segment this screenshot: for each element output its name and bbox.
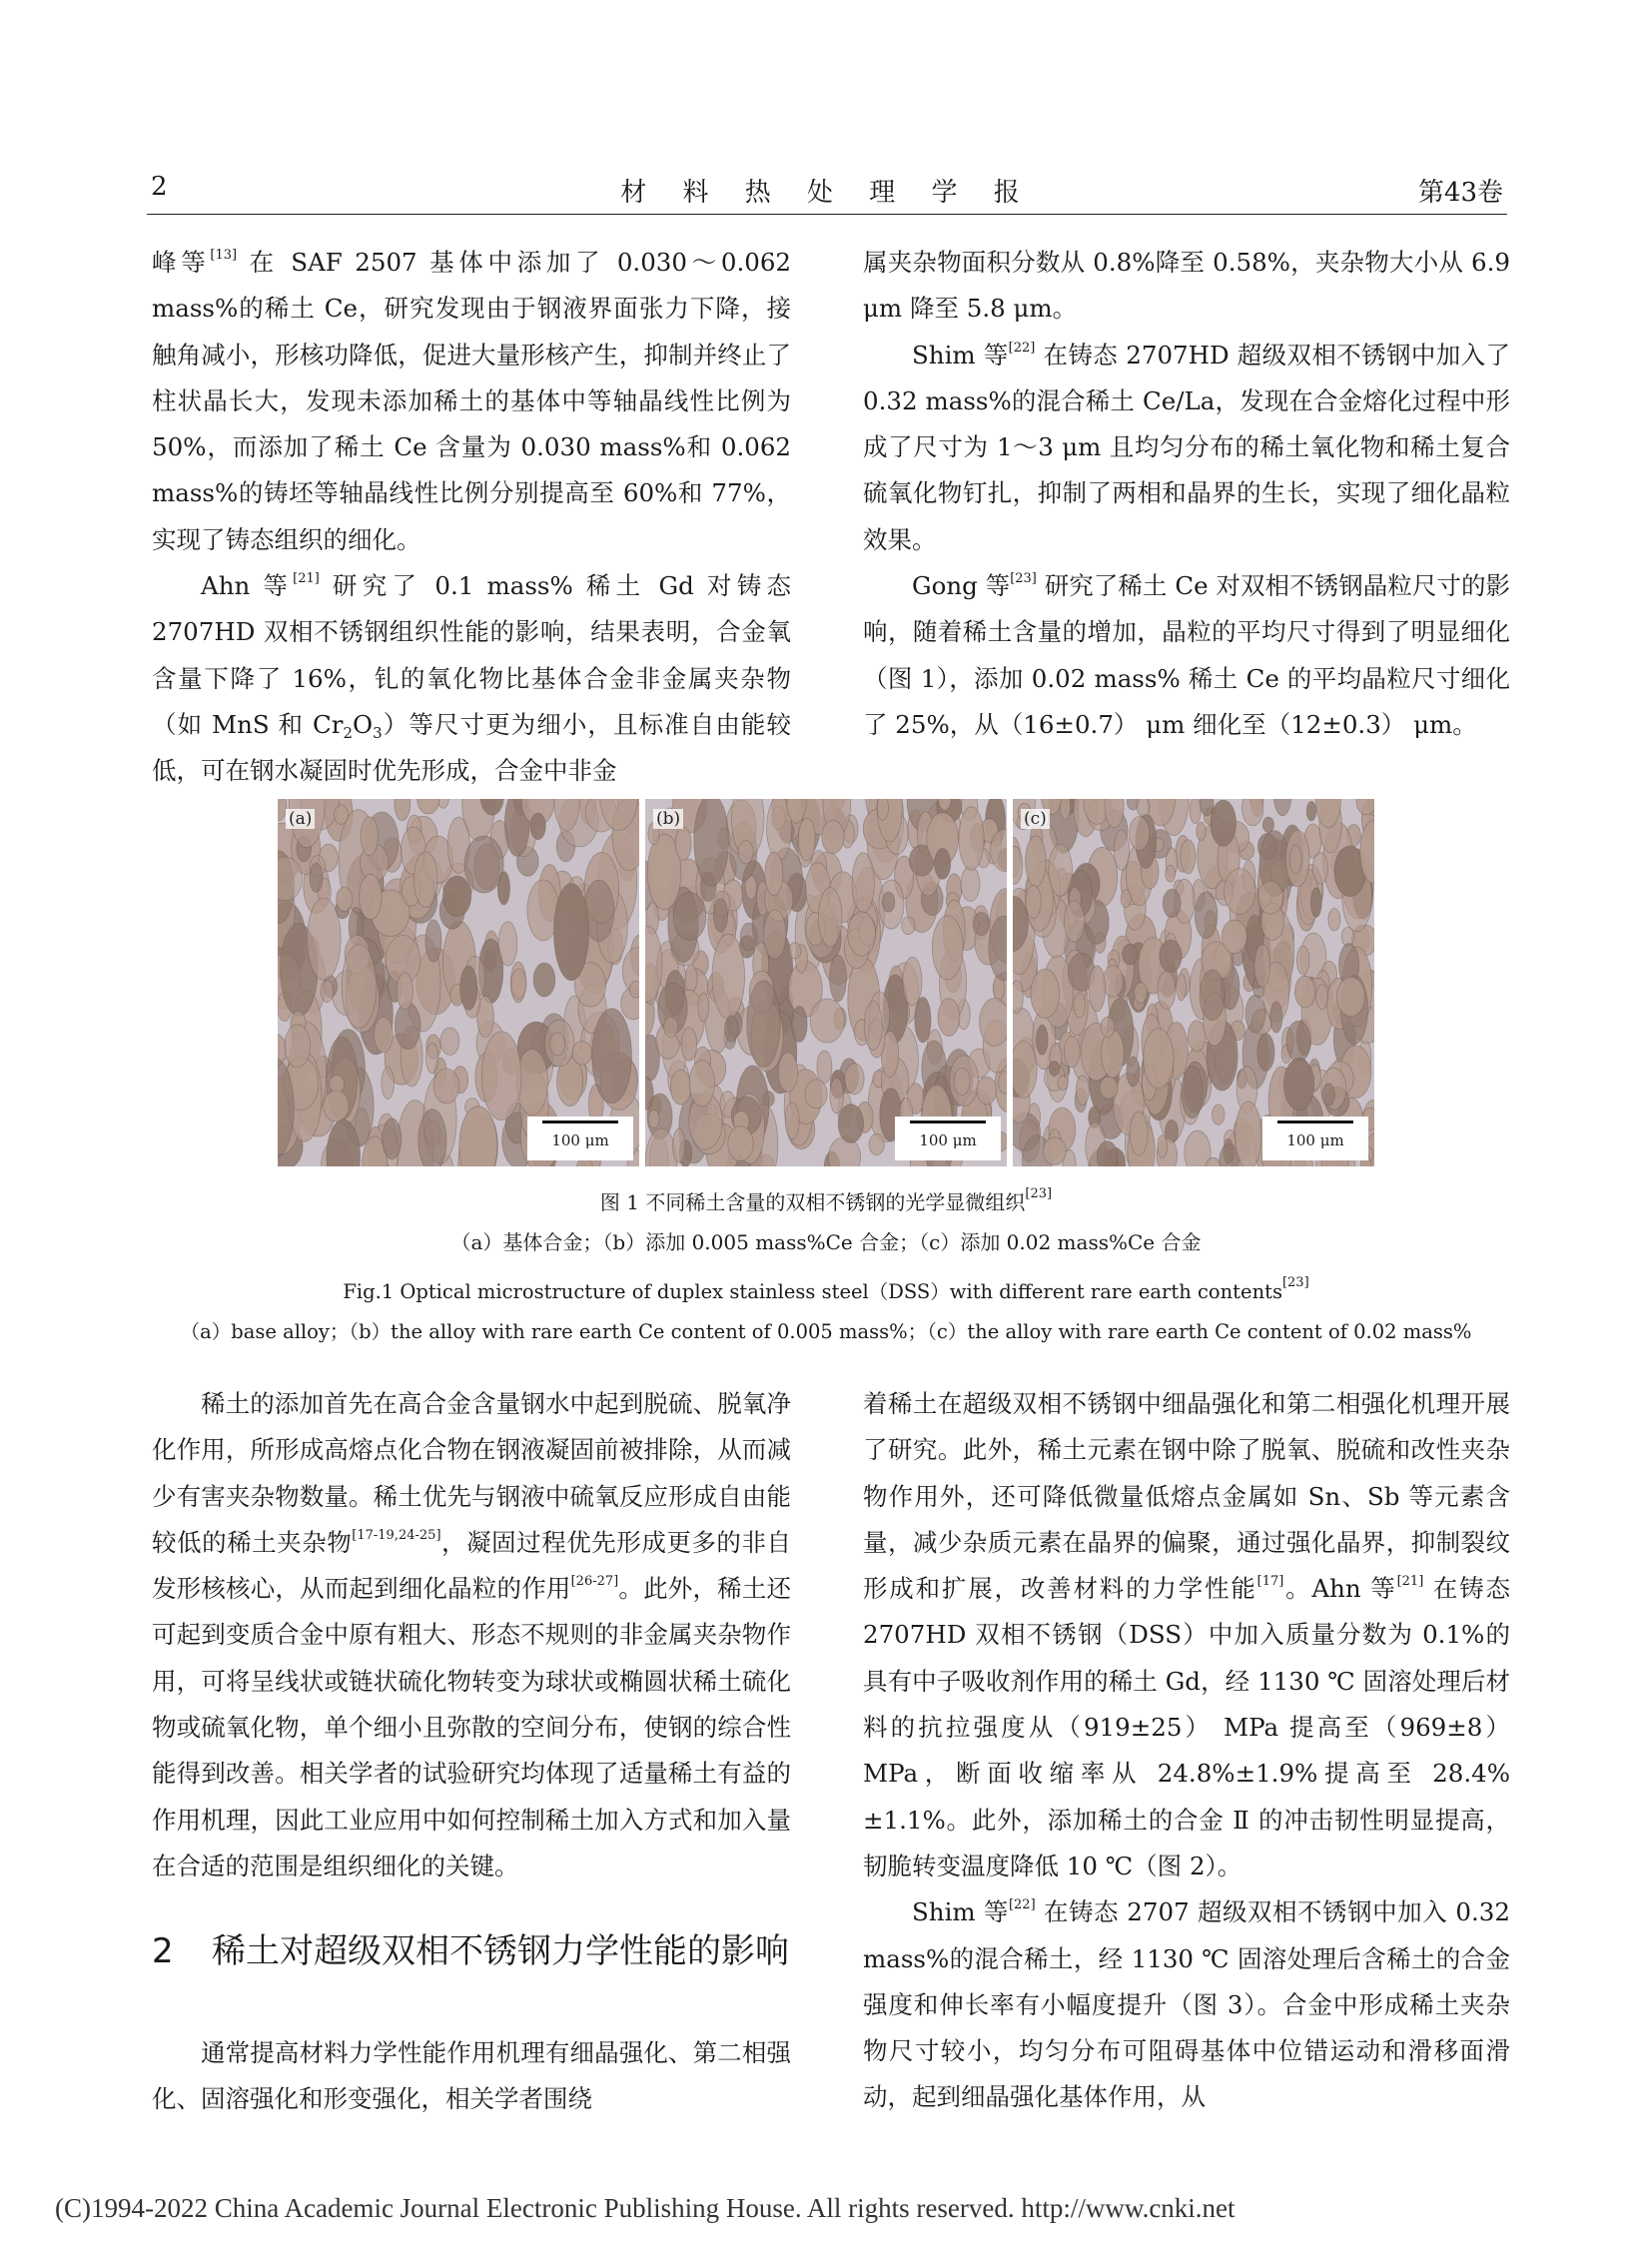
austenite-grain bbox=[413, 852, 437, 908]
panel-label: (a) bbox=[286, 809, 315, 829]
austenite-grain bbox=[738, 841, 753, 864]
figure-subcaption-cn: （a）基体合金；（b）添加 0.005 mass%Ce 合金；（c）添加 0.02 mass%Ce 合金 bbox=[450, 1230, 1202, 1254]
austenite-grain bbox=[1064, 901, 1084, 942]
austenite-grain bbox=[1289, 845, 1301, 873]
austenite-grain bbox=[648, 1110, 659, 1127]
austenite-grain bbox=[1127, 1057, 1140, 1087]
austenite-grain bbox=[838, 1105, 863, 1143]
austenite-grain bbox=[902, 917, 915, 935]
austenite-grain bbox=[681, 1028, 697, 1061]
austenite-grain bbox=[1211, 800, 1237, 846]
austenite-grain bbox=[1049, 844, 1073, 896]
austenite-grain bbox=[1177, 974, 1187, 1001]
austenite-grain bbox=[673, 893, 706, 941]
austenite-grain bbox=[361, 817, 378, 856]
panel-label: (b) bbox=[653, 809, 683, 829]
austenite-grain bbox=[1190, 799, 1201, 824]
austenite-grain bbox=[382, 1068, 395, 1100]
austenite-grain bbox=[1236, 1102, 1261, 1166]
micrograph-image bbox=[1013, 799, 1374, 1166]
austenite-grain bbox=[1222, 920, 1246, 954]
austenite-grain bbox=[337, 888, 353, 912]
austenite-grain bbox=[713, 899, 727, 933]
austenite-grain bbox=[397, 973, 413, 1010]
austenite-grain bbox=[1328, 909, 1340, 932]
austenite-grain bbox=[1065, 1036, 1081, 1068]
austenite-grain bbox=[285, 1025, 311, 1068]
austenite-grain bbox=[1013, 981, 1023, 1014]
paragraph: Gong 等[23] 研究了稀土 Ce 对双相不锈钢晶粒尺寸的影响，随着稀土含量的增加，晶粒的平均尺寸得到了明显细化（图 1），添加 0.02 mass% 稀土 Ce 的平均晶粒尺寸细化了 25%，从（16±0.7） μm 细化至（12±0.3） μm。 bbox=[863, 571, 1510, 739]
austenite-grain bbox=[342, 945, 377, 1029]
austenite-grain bbox=[959, 807, 984, 870]
austenite-grain bbox=[383, 1119, 402, 1159]
austenite-grain bbox=[1286, 1021, 1310, 1062]
citation[interactable]: [13] bbox=[210, 248, 238, 263]
panel-label: (c) bbox=[1021, 809, 1050, 829]
running-header bbox=[147, 170, 1507, 215]
austenite-grain bbox=[1130, 1112, 1148, 1155]
austenite-grain bbox=[1295, 976, 1315, 1008]
figure-subcaption-en: （a）base alloy；（b）the alloy with rare earth Ce content of 0.005 mass%；（c）the alloy with rare earth Ce content of 0.02 mass% bbox=[180, 1320, 1472, 1343]
austenite-grain bbox=[852, 853, 874, 913]
citation[interactable]: [23] bbox=[1025, 1186, 1053, 1201]
paragraph: Shim 等[22] 在铸态 2707HD 超级双相不锈钢中加入了 0.32 mass%的混合稀土 Ce/La，发现在合金熔化过程中形成了尺寸为 1～3 μm 且均匀分布的稀土氧化物和稀土复合硫氧化物钉扎，抑制了两相和晶界的生长，实现了细化晶粒效果。 bbox=[863, 340, 1510, 554]
austenite-grain bbox=[1306, 801, 1316, 821]
paragraph: 通常提高材料力学性能作用机理有细晶强化、第二相强化、固溶强化和形变强化，相关学者围绕 bbox=[152, 2038, 791, 2114]
austenite-grain bbox=[1076, 1076, 1089, 1106]
austenite-grain bbox=[977, 1077, 997, 1105]
citation[interactable]: [26-27] bbox=[570, 1574, 619, 1590]
left-column-top bbox=[152, 240, 791, 795]
austenite-grain bbox=[533, 963, 555, 997]
austenite-grain bbox=[961, 867, 980, 902]
right-column-top bbox=[863, 240, 1510, 748]
micrograph-panel-a bbox=[278, 799, 639, 1166]
austenite-grain bbox=[938, 999, 960, 1037]
copyright-footer: (C)1994-2022 China Academic Journal Electronic Publishing House. All rights reserved. http://www.cnki.net bbox=[55, 2193, 1236, 2223]
austenite-grain bbox=[822, 820, 844, 853]
austenite-grain bbox=[360, 874, 382, 919]
austenite-grain bbox=[1102, 1030, 1125, 1078]
left-column-section2 bbox=[152, 2030, 791, 2123]
austenite-grain bbox=[1254, 945, 1270, 988]
austenite-grain bbox=[864, 1002, 882, 1051]
austenite-grain bbox=[1100, 1077, 1118, 1099]
austenite-grain bbox=[1123, 944, 1138, 965]
austenite-grain bbox=[778, 1053, 797, 1092]
austenite-grain bbox=[375, 1017, 394, 1052]
figure-caption-cn: 图 1 不同稀土含量的双相不锈钢的光学显微组织[23] bbox=[599, 1186, 1053, 1214]
austenite-grain bbox=[443, 876, 471, 917]
austenite-grain bbox=[1130, 817, 1150, 851]
austenite-grain bbox=[805, 1080, 827, 1109]
austenite-grain bbox=[1061, 799, 1071, 820]
micrograph-image bbox=[645, 799, 1007, 1166]
austenite-grain bbox=[324, 1091, 350, 1121]
volume-number: 第43卷 bbox=[1417, 178, 1503, 208]
austenite-grain bbox=[882, 892, 894, 912]
austenite-grain bbox=[1013, 1042, 1037, 1099]
austenite-grain bbox=[664, 1017, 678, 1037]
scale-bar: 100 μm bbox=[527, 1117, 633, 1160]
figure-1 bbox=[278, 799, 1374, 1166]
austenite-grain bbox=[1026, 836, 1046, 887]
austenite-grain bbox=[869, 1133, 884, 1154]
austenite-grain bbox=[1103, 966, 1123, 998]
austenite-grain bbox=[830, 1078, 844, 1114]
paragraph: 着稀土在超级双相不锈钢中细晶强化和第二相强化机理开展了研究。此外，稀土元素在钢中除了脱氧、脱硫和改性夹杂物作用外，还可降低微量低熔点金属如 Sn、Sb 等元素含量，减少杂质元素在晶界的偏聚，通过强化晶界，抑制裂纹形成和扩展，改善材料的力学性能[17]。Ahn 等[21] 在铸态 2707HD 双相不锈钢（DSS）中加入质量分数为 0.1%的具有中子吸收剂作用的稀土 Gd，经 1130 ℃ 固溶处理后材料的抗拉强度从（919±25） MPa 提高至（969±8） MPa，断面收缩率从 24.8%±1.9%提高至 28.4%±1.1%。此外，添加稀土的合金 Ⅱ 的冲击韧性明显提高，韧脆转变温度降低 10 ℃（图 2）。 bbox=[863, 1389, 1510, 1880]
austenite-grain bbox=[1158, 971, 1176, 1009]
austenite-grain bbox=[1316, 985, 1328, 1010]
paragraph: Ahn 等[21] 研究了 0.1 mass% 稀土 Gd 对铸态 2707HD 双相不锈钢组织性能的影响，结果表明，合金氧含量下降了 16%，钆的氧化物比基体合金非金属夹杂物（如 MnS 和 $Cr_2O_3$）等尺寸更为细小，且标准自由能较低，可在钢水凝固时优先形成，合金中非金 bbox=[152, 571, 791, 786]
austenite-grain bbox=[792, 1007, 808, 1043]
scale-bar-line bbox=[1277, 1121, 1353, 1123]
austenite-grain bbox=[433, 1069, 459, 1104]
austenite-grain bbox=[554, 884, 589, 981]
left-column-bottom bbox=[152, 1381, 791, 1889]
austenite-grain bbox=[1049, 1062, 1059, 1077]
journal-title: 材 料 热 处 理 学 报 bbox=[620, 178, 1034, 208]
micrograph-panel-c bbox=[1013, 799, 1374, 1166]
austenite-grain bbox=[460, 966, 477, 1010]
right-column-bottom bbox=[863, 1381, 1510, 2121]
austenite-grain bbox=[498, 922, 517, 966]
paragraph: Shim 等[22] 在铸态 2707 超级双相不锈钢中加入 0.32 mass%的混合稀土，经 1130 ℃ 固溶处理后含稀土的合金强度和伸长率有小幅度提升（图 3）。合金中形成稀土夹杂物尺寸较小，均匀分布可阻碍基体中位错运动和滑移面滑动，起到细晶强化基体作用，从 bbox=[863, 1897, 1510, 2112]
citation[interactable]: [23] bbox=[1010, 571, 1037, 587]
austenite-grain bbox=[845, 1064, 864, 1095]
austenite-grain bbox=[1037, 1025, 1049, 1055]
figure-caption-en: Fig.1 Optical microstructure of duplex stainless steel（DSS）with different rare earth contents[23] bbox=[343, 1275, 1309, 1303]
austenite-grain bbox=[915, 998, 931, 1043]
austenite-grain bbox=[464, 836, 503, 893]
austenite-grain bbox=[1245, 995, 1265, 1033]
austenite-grain bbox=[725, 1016, 739, 1042]
austenite-grain bbox=[1225, 869, 1255, 915]
austenite-grain bbox=[932, 916, 963, 980]
austenite-grain bbox=[1058, 1076, 1068, 1090]
citation[interactable]: [17] bbox=[1256, 1574, 1284, 1590]
austenite-grain bbox=[418, 1110, 446, 1166]
austenite-grain bbox=[1026, 885, 1041, 918]
austenite-grain bbox=[629, 982, 639, 998]
austenite-grain bbox=[1031, 969, 1060, 1018]
austenite-grain bbox=[685, 966, 697, 993]
austenite-grain bbox=[817, 1051, 832, 1083]
austenite-grain bbox=[1257, 881, 1282, 914]
austenite-grain bbox=[728, 1126, 753, 1161]
austenite-grain bbox=[712, 934, 745, 1019]
scale-bar: 100 μm bbox=[1262, 1117, 1368, 1160]
austenite-grain bbox=[426, 1043, 438, 1074]
austenite-grain bbox=[785, 1103, 799, 1139]
austenite-grain bbox=[1121, 890, 1131, 908]
austenite-grain bbox=[572, 1041, 591, 1065]
austenite-grain bbox=[1101, 1017, 1115, 1037]
paragraph: 峰等[13] 在 SAF 2507 基体中添加了 0.030～0.062 mass%的稀土 Ce，研究发现由于钢液界面张力下降，接触角减小，形核功降低，促进大量形核产生，抑制并终止了柱状晶长大，发现未添加稀土的基体中等轴晶线性比例为 50%，而添加了稀土 Ce 含量为 0.030 mass%和 0.062 mass%的铸坯等轴晶线性比例分别提高至 60%和 77%，实现了铸态组织的细化。 bbox=[152, 248, 792, 554]
micrograph-image bbox=[278, 799, 639, 1166]
austenite-grain bbox=[511, 969, 526, 999]
austenite-grain bbox=[1195, 892, 1218, 939]
citation[interactable]: [21] bbox=[293, 571, 320, 587]
austenite-grain bbox=[980, 999, 1007, 1047]
austenite-grain bbox=[1074, 993, 1085, 1018]
austenite-grain bbox=[1135, 983, 1148, 1004]
austenite-grain bbox=[954, 1069, 970, 1096]
austenite-grain bbox=[481, 1032, 521, 1121]
austenite-grain bbox=[308, 898, 342, 980]
section-number: 2 bbox=[152, 1931, 174, 1971]
austenite-grain bbox=[848, 912, 876, 956]
citation[interactable]: [22] bbox=[1008, 1897, 1036, 1913]
austenite-grain bbox=[1160, 940, 1182, 972]
austenite-grain bbox=[675, 827, 691, 860]
austenite-grain bbox=[1163, 889, 1181, 917]
austenite-grain bbox=[1310, 888, 1321, 918]
austenite-grain bbox=[1114, 830, 1129, 871]
austenite-grain bbox=[740, 923, 757, 951]
austenite-grain bbox=[1262, 817, 1273, 832]
austenite-grain bbox=[1144, 1029, 1174, 1089]
austenite-grain bbox=[830, 955, 847, 1002]
austenite-grain bbox=[1166, 865, 1176, 882]
page-number: 2 bbox=[151, 172, 168, 202]
austenite-grain bbox=[1337, 977, 1365, 1016]
austenite-grain bbox=[974, 913, 990, 936]
austenite-grain bbox=[395, 1003, 420, 1050]
austenite-grain bbox=[798, 818, 815, 861]
austenite-grain bbox=[550, 1033, 565, 1056]
austenite-grain bbox=[1322, 1084, 1334, 1106]
austenite-grain bbox=[1043, 1137, 1066, 1165]
austenite-grain bbox=[592, 1009, 632, 1104]
austenite-grain bbox=[1296, 946, 1309, 975]
citation[interactable]: [23] bbox=[1281, 1275, 1309, 1290]
austenite-grain bbox=[789, 943, 801, 959]
austenite-grain bbox=[1137, 799, 1150, 816]
citation[interactable]: [22] bbox=[1008, 340, 1036, 356]
austenite-grain bbox=[877, 799, 888, 820]
austenite-grain bbox=[1097, 1141, 1118, 1166]
micrograph-panel-b bbox=[645, 799, 1007, 1166]
austenite-grain bbox=[810, 999, 844, 1043]
austenite-grain bbox=[1200, 970, 1225, 1021]
austenite-grain bbox=[764, 910, 787, 959]
austenite-grain bbox=[673, 1128, 685, 1162]
austenite-grain bbox=[670, 1070, 691, 1105]
austenite-grain bbox=[694, 799, 729, 887]
austenite-grain bbox=[335, 805, 349, 824]
austenite-grain bbox=[310, 863, 323, 892]
austenite-grain bbox=[818, 888, 842, 948]
austenite-grain bbox=[689, 1061, 714, 1108]
scale-bar-line bbox=[542, 1121, 618, 1123]
austenite-grain bbox=[1197, 822, 1206, 840]
scale-bar-line bbox=[910, 1121, 986, 1123]
austenite-grain bbox=[1181, 840, 1196, 874]
austenite-grain bbox=[903, 957, 922, 1005]
austenite-grain bbox=[747, 981, 780, 1068]
austenite-grain bbox=[425, 920, 441, 962]
austenite-grain bbox=[765, 852, 783, 895]
paragraph: 稀土的添加首先在高合金含量钢水中起到脱硫、脱氧净化作用，所形成高熔点化合物在钢液凝固前被排除，从而减少有害夹杂物数量。稀土优先与钢液中硫氧反应形成自由能较低的稀土夹杂物[17-19,24-25]，凝固过程优先形成更多的非自发形核核心，从而起到细化晶粒的作用[26-27]。此外，稀土还可起到变质合金中原有粗大、形态不规则的非金属夹杂物作用，可将呈线状或链状硫化物转变为球状或椭圆状稀土硫化物或硫氧化物，单个细小且弥散的空间分布，使钢的综合性能得到改善。相关学者的试验研究均体现了适量稀土有益的作用机理，因此工业应用中如何控制稀土加入方式和加入量在合适的范围是组织细化的关键。 bbox=[152, 1389, 792, 1880]
paragraph: 属夹杂物面积分数从 0.8%降至 0.58%，夹杂物大小从 6.9 μm 降至 5.8 μm。 bbox=[863, 248, 1510, 324]
austenite-grain bbox=[1312, 853, 1327, 885]
austenite-grain bbox=[1089, 966, 1106, 1012]
austenite-grain bbox=[321, 981, 334, 1003]
austenite-grain bbox=[1182, 1066, 1203, 1118]
section-title: 稀土对超级双相不锈钢力学性能的影响 bbox=[212, 1931, 789, 1971]
austenite-grain bbox=[1283, 1059, 1313, 1111]
austenite-grain bbox=[1257, 1034, 1274, 1072]
citation[interactable]: [21] bbox=[1396, 1574, 1424, 1590]
austenite-grain bbox=[1213, 1105, 1225, 1124]
scale-bar: 100 μm bbox=[895, 1117, 1001, 1160]
austenite-grain bbox=[440, 1028, 459, 1055]
austenite-grain bbox=[935, 849, 951, 880]
citation[interactable]: [17-19,24-25] bbox=[352, 1527, 441, 1543]
austenite-grain bbox=[530, 813, 545, 840]
austenite-grain bbox=[698, 993, 709, 1022]
austenite-grain bbox=[1158, 1135, 1168, 1158]
austenite-grain bbox=[1270, 1002, 1282, 1033]
